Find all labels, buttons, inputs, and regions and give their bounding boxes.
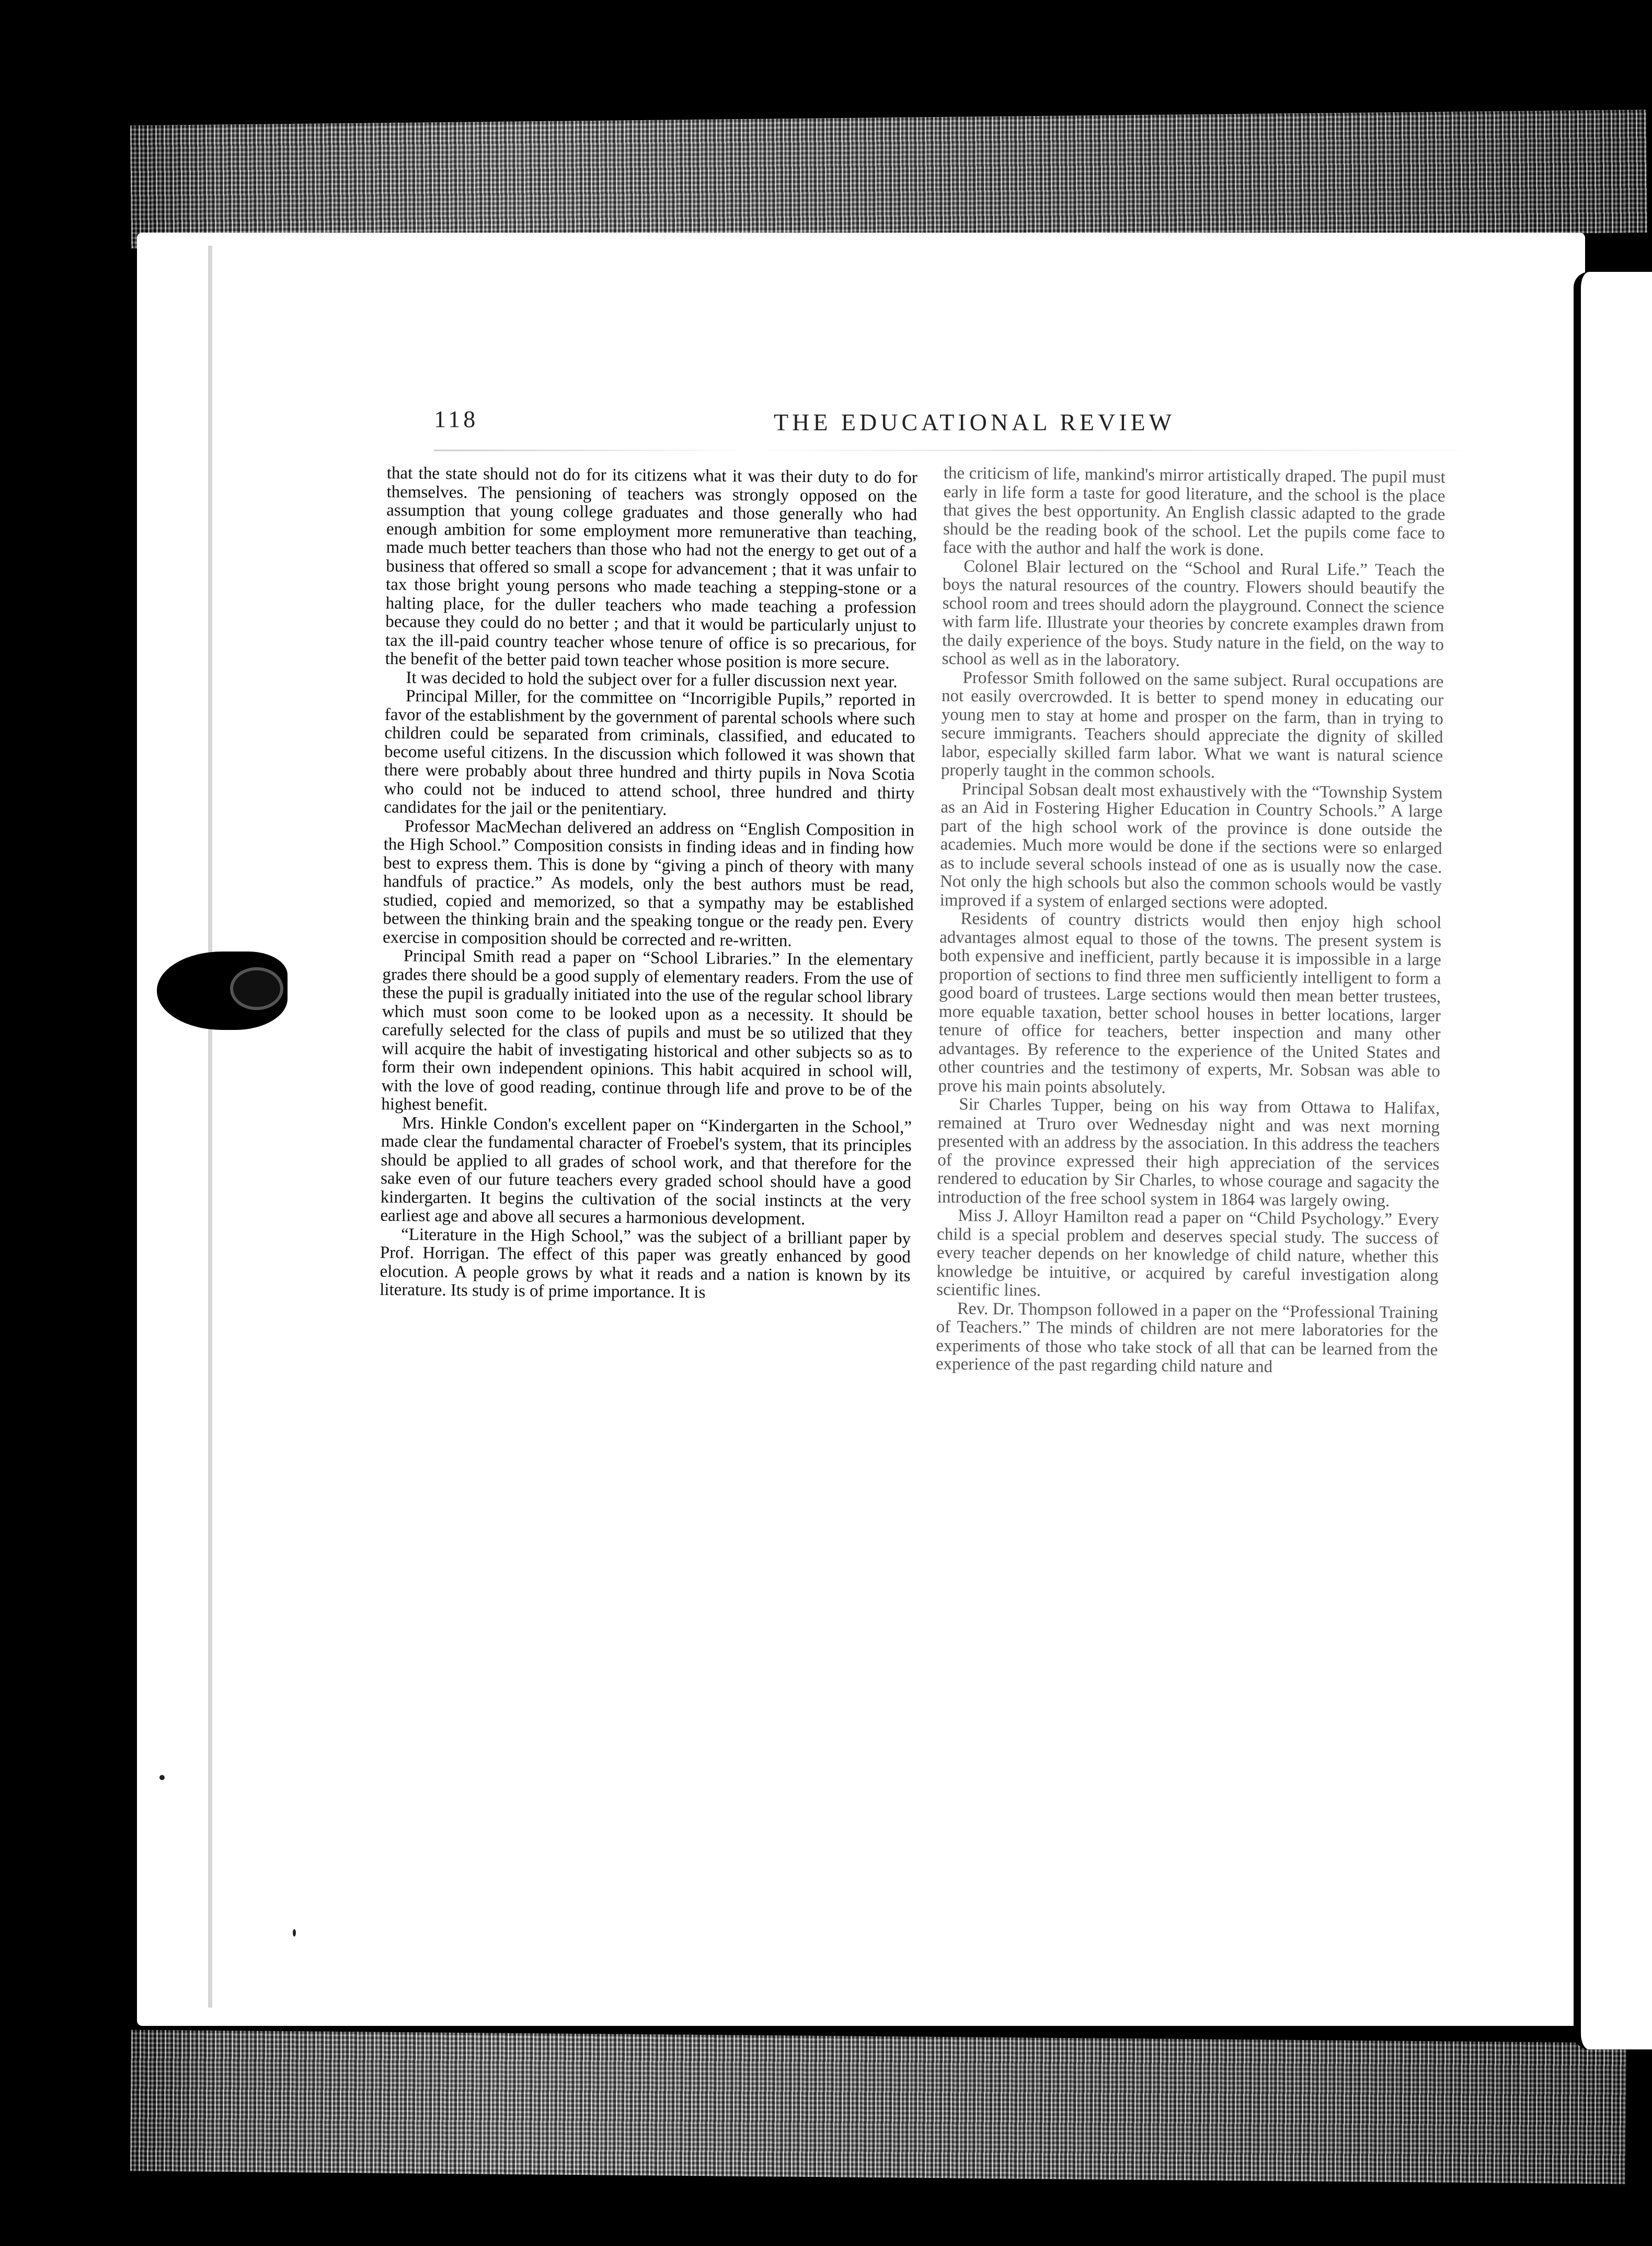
paragraph: Principal Sobsan dealt most exhaustively with the “Township System as an Aid in Fostering Higher Education in Country Schools.” A large part of the high school work of the province is done outside the academies. Much more would be done if the sections were so enlarged as to include several schools instead of one as is usually now the case. Not only the high schools but also the common schools would be vastly improved if a system of enlarged sections were adopted.: [939, 779, 1443, 913]
scan-speck: [293, 1929, 296, 1936]
page-gutter: [208, 246, 212, 2008]
paragraph: Mrs. Hinkle Condon's excellent paper on “Kindergarten in the School,” made clear the fundamental character of Froebel's system, that its principles should be applied to all grades of school work, and that therefore for the sake even of our future teachers every graded school should have a good kindergarten. It begins the cultivation of the social instincts at the very earliest age and above all secures a harmonious development.: [380, 1113, 912, 1229]
scan-border-bottom: [130, 2030, 1626, 2184]
paragraph: that the state should not do for its citizens what it was their duty to do for themselves. The pensioning of teachers was strongly opposed on the assumption that young college graduates and those generally who had enough ambition for some employment more remunerative than teaching, made much better teachers than those who had not the energy to get out of a business that offered so small a scope for advancement ; that it was unfair to tax those bright young persons who made teaching a stepping-stone or a halting place, for the duller teachers who made teaching a profession because they could do no better ; and that it would be particularly unjust to tax the ill-paid country teacher whose tenure of office is so precarious, for the benefit of the better paid town teacher whose position is more secure.: [385, 464, 917, 673]
paragraph: the criticism of life, mankind's mirror artistically draped. The pupil must early in life form a taste for good literature, and the school is the place that gives the best opportunity. An English classic adapted to the grade should be the reading book of the school. Let the pupils come face to face with the author and half the work is done.: [943, 464, 1446, 560]
paragraph: It was decided to hold the subject over for a fuller discussion next year.: [406, 668, 898, 692]
paragraph: Miss J. Alloyr Hamilton read a paper on “Child Psychology.” Every child is a special problem and deserves special study. The success of every teacher depends on her knowledge of child nature, whether this knowledge be intuitive, or acquired by careful investigation along scientific lines.: [936, 1206, 1439, 1300]
binder-clip-icon: [157, 952, 288, 1030]
paragraph: Professor MacMechan delivered an address on “English Composition in the High School.” Composition consists in finding ideas and in finding how best to express them. This is done by “giving a pinch of theory with many handfuls of practice.” As models, only the best authors must be read, studied, copied and memorized, so that a sympathy may be established between the thinking brain and the speaking tongue or the ready pen. Every exercise in composition should be corrected and re-written.: [382, 816, 915, 950]
scan-border-top: [130, 110, 1647, 248]
paragraph: Principal Smith read a paper on “School Libraries.” In the elementary grades there should be a good supply of elementary readers. From the use of these the pupil is gradually initiated into the use of the regular school library which must soon come to be looked upon as a necessity. It should be carefully selected for the class of pupils and must be so utilized that they will acquire the habit of investigating historical and other subjects so as to form their own independent opinions. This habit acquired in school will, with the love of good reading, continue through life and prove to be of the highest benefit.: [381, 946, 913, 1115]
paragraph: Principal Miller, for the committee on “Incorrigible Pupils,” reported in favor of the establishment by the government of parental schools where such children could be separated from criminals, classified, and educated to become useful citizens. In the discussion which followed it was shown that there were probably about three hundred and thirty pupils in Nova Scotia who could not be induced to attend school, three hundred and thirty candidates for the jail or the penitentiary.: [384, 686, 916, 819]
paragraph: Colonel Blair lectured on the “School and Rural Life.” Teach the boys the natural resources of the country. Flowers should beautify the school room and trees should adorn the playground. Connect the science with farm life. Illustrate your theories by concrete examples drawn from the daily experience of the boys. Study nature in the field, on the way to school as well as in the laboratory.: [942, 556, 1445, 670]
journal-title: THE EDUCATIONAL REVIEW: [774, 409, 1176, 436]
page-number: 118: [434, 406, 479, 432]
header-rule: [434, 450, 1479, 451]
left-column: [380, 464, 917, 1304]
next-page-edge: [1574, 272, 1652, 2049]
scan-speck: [159, 1775, 165, 1780]
paragraph: Professor Smith followed on the same subject. Rural occupations are not easily overcrowded. It is better to spend money in educating our young men to stay at home and prosper on the farm, than in trying to secure immigrants. Teachers should appreciate the dignity of skilled labor, especially skilled farm labor. What we want is natural science properly taught in the common schools.: [940, 668, 1444, 782]
paragraph: “Literature in the High School,” was the subject of a brilliant paper by Prof. Horrigan. The effect of this paper was greatly enhanced by good elocution. A people grows by what it reads and a nation is known by its literature. Its study is of prime importance. It is: [380, 1224, 911, 1302]
right-column: [936, 464, 1446, 1378]
paragraph: Rev. Dr. Thompson followed in a paper on the “Professional Training of Teachers.” The minds of children are not mere laboratories for the experiments of those who take stock of all that can be learned from the experience of the past regarding child nature and: [935, 1299, 1439, 1377]
paragraph: Sir Charles Tupper, being on his way from Ottawa to Halifax, remained at Truro over Wednesday night and was next morning presented with an address by the association. In this address the teachers of the province expressed their high appreciation of the services rendered to education by Sir Charles, to whose courage and sagacity the introduction of the free school system in 1864 was largely owing.: [937, 1095, 1440, 1210]
paragraph: Residents of country districts would then enjoy high school advantages almost equal to those of the towns. The present system is both expensive and inefficient, partly because it is impossible in a large proportion of sections to find three men sufficiently intelligent to form a good board of trustees. Large sections would then mean better trustees, more equable taxation, better school houses in better locations, larger tenure of office for teachers, better inspection and many other advantages. By reference to the experience of the United States and other countries and the testimony of experts, Mr. Sobsan was able to prove his main points absolutely.: [938, 909, 1442, 1097]
